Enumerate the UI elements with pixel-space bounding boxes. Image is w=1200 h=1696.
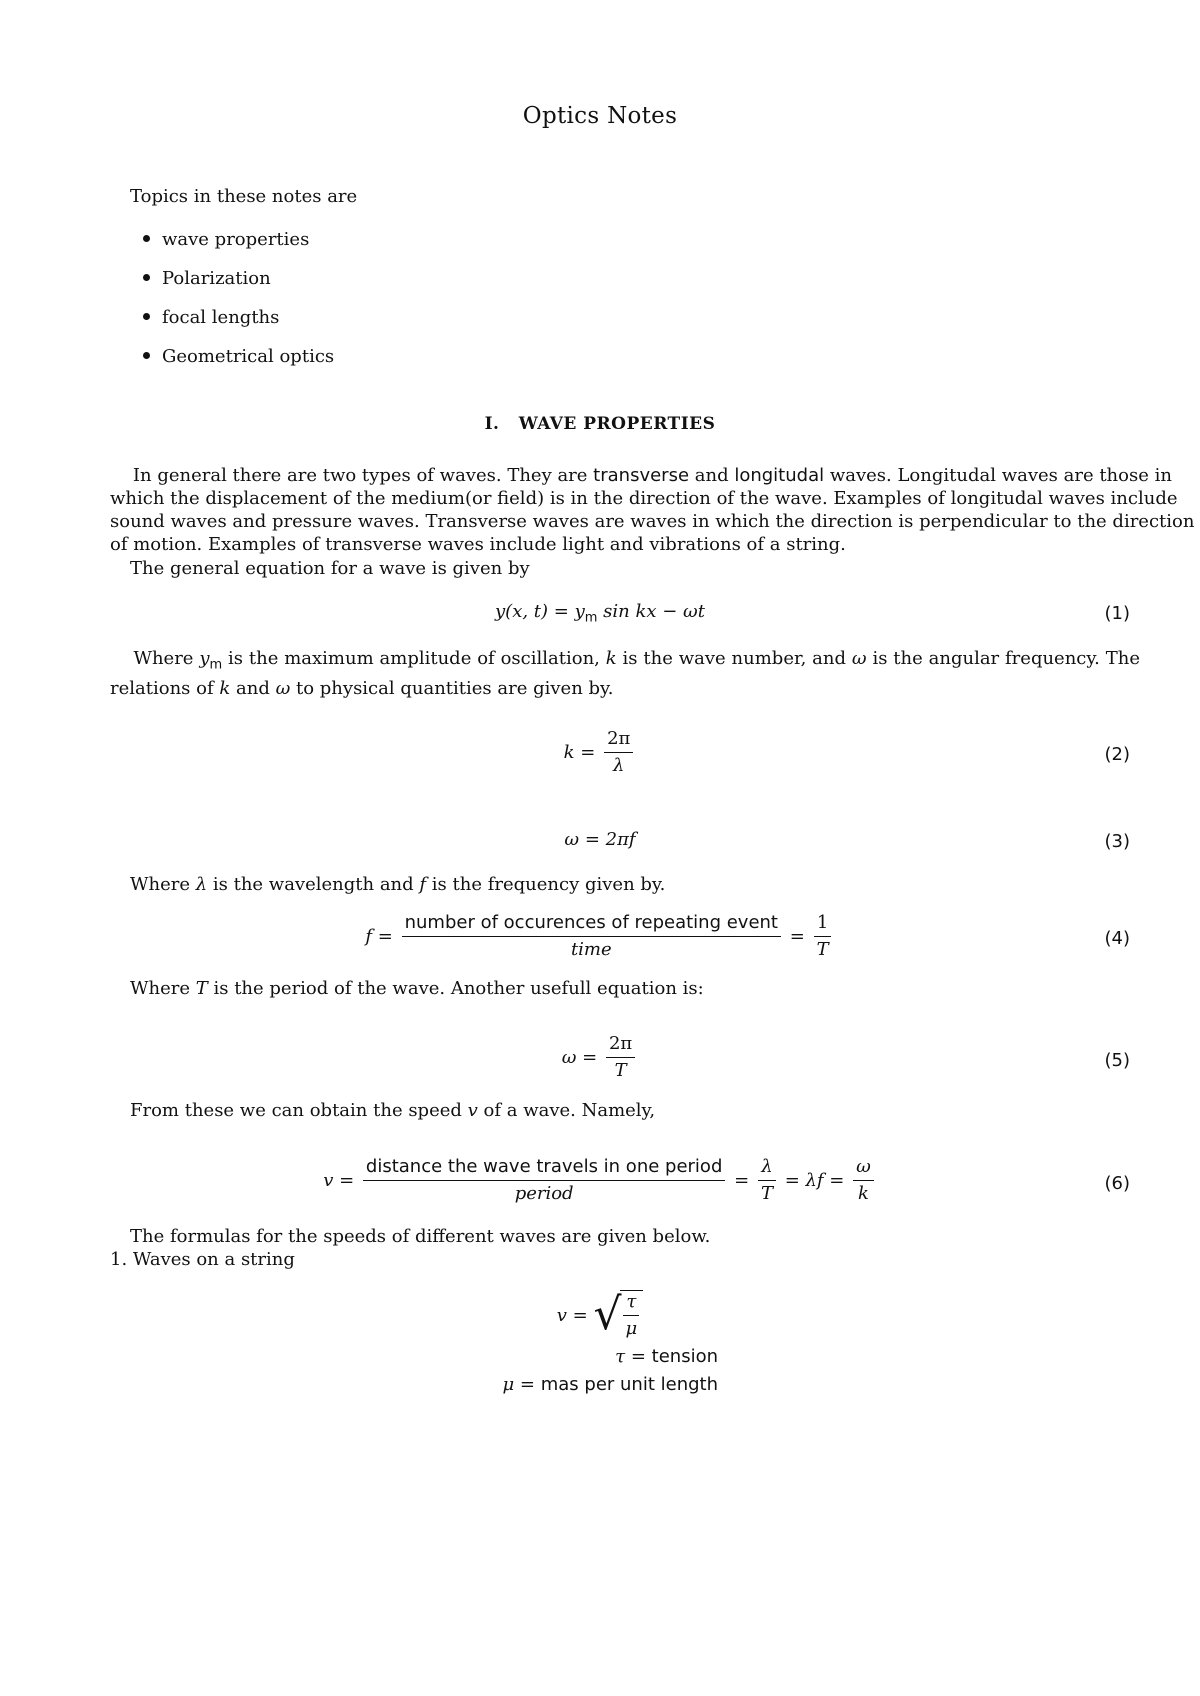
text-run: In general there are two types of waves. They are bbox=[132, 465, 594, 486]
fraction: $\frac{\text{distance the wave travels in one period}}{\text{period}}$ bbox=[363, 1156, 725, 1205]
text-run: and bbox=[689, 465, 735, 486]
equation-text: k = bbox=[563, 742, 596, 763]
equation-1 bbox=[0, 601, 1200, 626]
list-item-label: Geometrical optics bbox=[162, 346, 335, 367]
list-item-label: Polarization bbox=[162, 268, 271, 289]
paragraph-line: sound waves and pressure waves. Transverse waves are waves in which the direction is perpendicular to the direction bbox=[110, 511, 1195, 532]
equation-text: y(x, t) = y bbox=[495, 601, 585, 622]
paragraph-line: Where $y_m$ is the maximum amplitude of oscillation, k is the wave number, and ω is the angular frequency. The bbox=[133, 648, 1140, 673]
equation-subscript: m bbox=[584, 610, 598, 626]
list-item bbox=[143, 229, 309, 250]
paragraph-line bbox=[110, 464, 1172, 487]
equation-text: sin kx − ωt bbox=[597, 601, 705, 622]
bullet-icon bbox=[143, 352, 150, 359]
equation-6: v = $\frac{\text{distance the wave travels in one period}}{\text{period}}$ = $\frac{\lambda}{T}$ = λf = $\frac{\omega}{k}$ bbox=[0, 1156, 1200, 1205]
fraction: $\frac{\text{number of occurences of repeating event}}{\text{time}}$ bbox=[402, 912, 781, 961]
fraction: $\frac{2\pi}{\lambda}$ bbox=[604, 728, 633, 777]
paragraph-amplitude bbox=[110, 647, 1140, 700]
equation-number: (1) bbox=[1104, 603, 1130, 624]
list-item bbox=[143, 307, 279, 328]
topics-intro: Topics in these notes are bbox=[130, 186, 358, 207]
bullet-icon bbox=[143, 313, 150, 320]
text-run: waves. Longitudal waves are those in bbox=[824, 465, 1172, 486]
section-title: WAVE PROPERTIES bbox=[518, 414, 716, 434]
equation-number: (3) bbox=[1104, 831, 1130, 852]
page-title: Optics Notes bbox=[522, 103, 678, 129]
fraction: $\frac{\omega}{k}$ bbox=[853, 1156, 874, 1205]
equation-number: (4) bbox=[1104, 928, 1130, 949]
definition-tension: τ = tension bbox=[615, 1346, 718, 1367]
fraction: $\frac{2\pi}{T}$ bbox=[606, 1033, 635, 1082]
list-item-label: focal lengths bbox=[162, 307, 280, 328]
term-transverse: transverse bbox=[593, 465, 690, 486]
equation-5: ω = $\frac{2\pi}{T}$ bbox=[0, 1033, 1200, 1082]
equation-3: ω = 2πf bbox=[564, 829, 636, 850]
paragraph-formulas: The formulas for the speeds of different waves are given below. bbox=[130, 1226, 711, 1247]
list-item bbox=[143, 268, 271, 289]
fraction: $\frac{1}{T}$ bbox=[814, 912, 832, 961]
paragraph-line: relations of k and ω to physical quantities are given by. bbox=[110, 677, 614, 699]
section-heading bbox=[0, 414, 1200, 434]
bullet-icon bbox=[143, 274, 150, 281]
definition-mass-per-length: μ = mas per unit length bbox=[502, 1374, 718, 1395]
paragraph-general-equation: The general equation for a wave is given by bbox=[130, 558, 530, 579]
paragraph-string-waves: 1. Waves on a string bbox=[110, 1249, 295, 1270]
term-longitudal: longitudal bbox=[734, 465, 825, 486]
paragraph-line: which the displacement of the medium(or field) is in the direction of the wave. Examples of longitudal waves include bbox=[110, 488, 1178, 509]
equation-2 bbox=[0, 728, 1200, 777]
equation-number: (2) bbox=[1104, 744, 1130, 765]
list-item-label: wave properties bbox=[162, 229, 310, 250]
bullet-icon bbox=[143, 235, 150, 242]
paragraph-line: of motion. Examples of transverse waves include light and vibrations of a string. bbox=[110, 534, 846, 555]
section-number: I. bbox=[484, 414, 500, 434]
square-root: √ $\frac{\tau}{\mu}$ bbox=[593, 1290, 643, 1340]
equation-number: (5) bbox=[1104, 1050, 1130, 1071]
paragraph-period: Where T is the period of the wave. Another usefull equation is: bbox=[130, 978, 704, 999]
paragraph-wave-types bbox=[110, 464, 1195, 556]
fraction: $\frac{\lambda}{T}$ bbox=[758, 1156, 776, 1205]
paragraph-wavelength: Where λ is the wavelength and f is the frequency given by. bbox=[130, 874, 666, 895]
list-item bbox=[143, 346, 334, 367]
fraction: $\frac{\tau}{\mu}$ bbox=[623, 1291, 641, 1340]
equation-number: (6) bbox=[1104, 1173, 1130, 1194]
paragraph-speed: From these we can obtain the speed v of a wave. Namely, bbox=[130, 1100, 656, 1121]
equation-7: v = √ $\frac{\tau}{\mu}$ bbox=[0, 1290, 1200, 1340]
equation-4: f = $\frac{\text{number of occurences of repeating event}}{\text{time}}$ = $\frac{1}{T}$ bbox=[0, 912, 1200, 961]
